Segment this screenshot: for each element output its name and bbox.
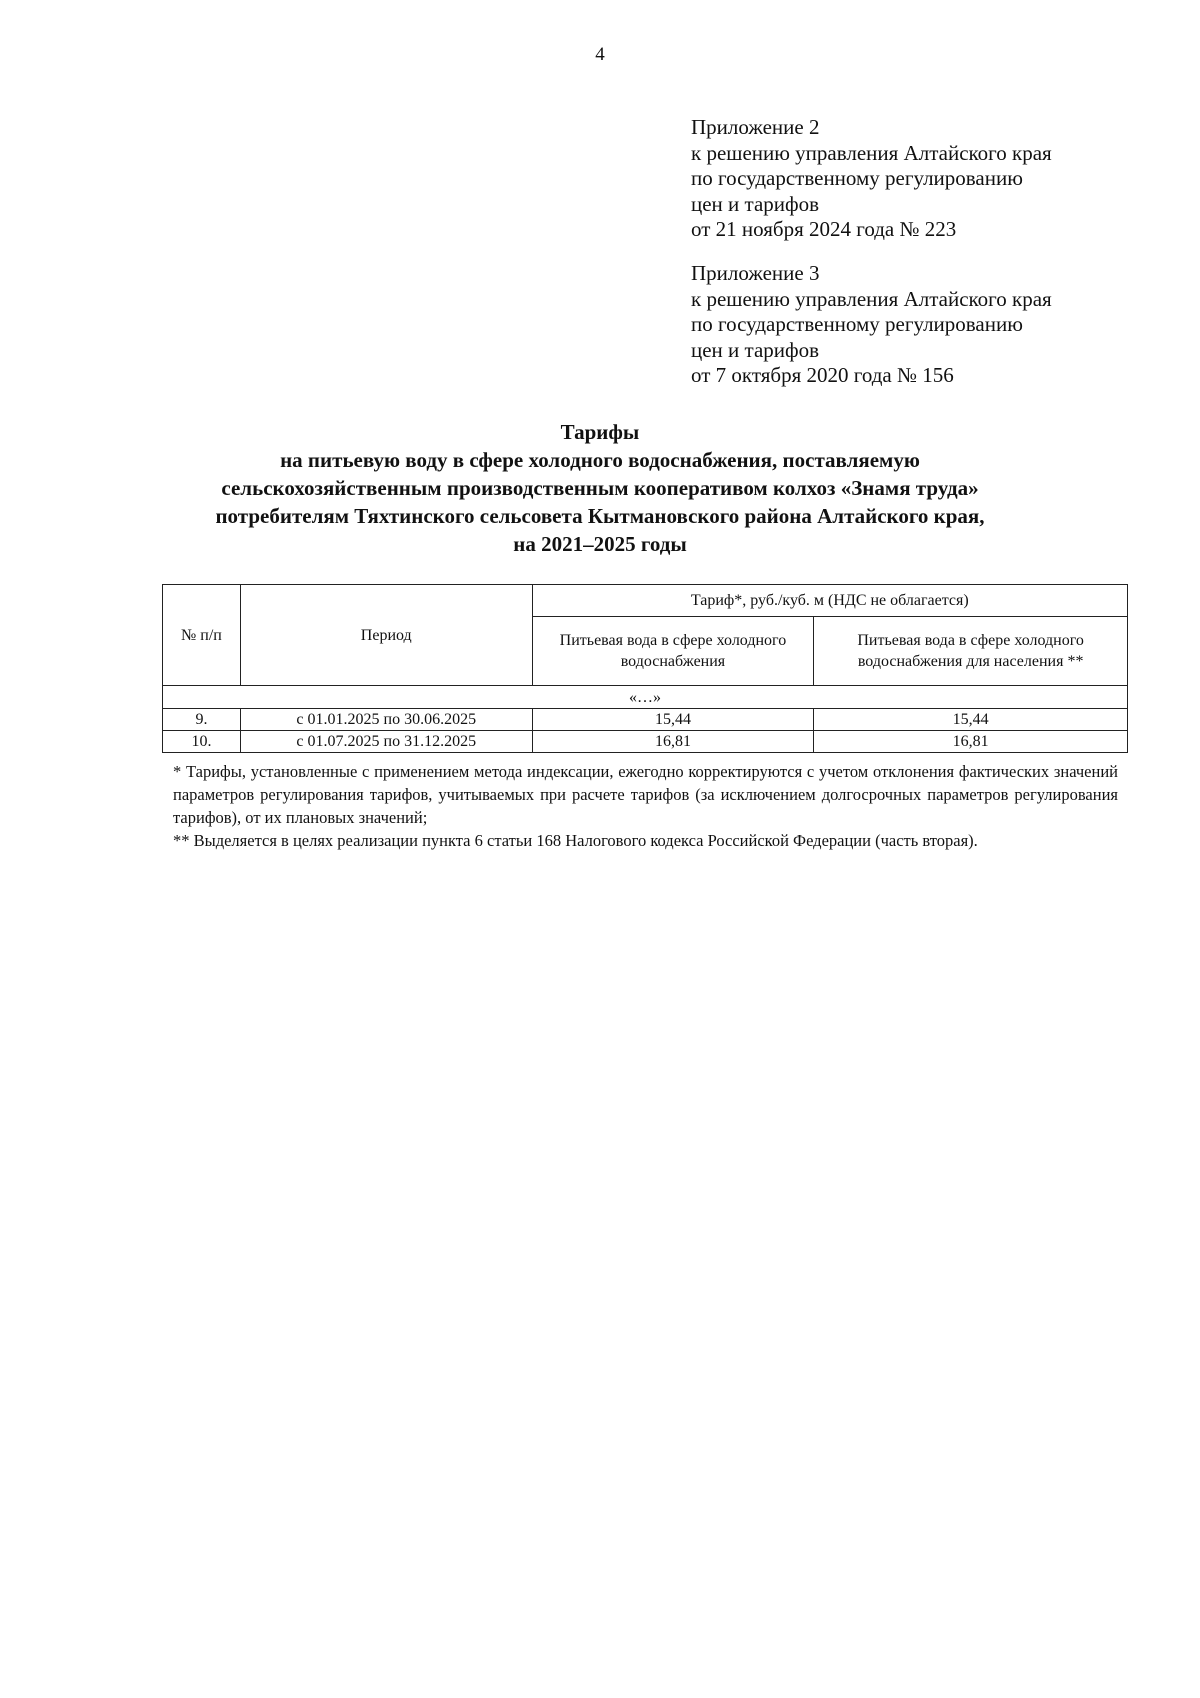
- header-period: Период: [240, 585, 532, 686]
- footnote-1: * Тарифы, установленные с применением метода индексации, ежегодно корректируются с учетом отклонения фактических значений параметров регулирования тарифов, учитываемых при расчете тарифов (за исключением долгосрочных параметров регулирования тарифов), от их плановых значений;: [173, 762, 1118, 827]
- footnote-2: ** Выделяется в целях реализации пункта 6 статьи 168 Налогового кодекса Российской Федерации (часть вторая).: [173, 831, 978, 850]
- table-row-ellipsis: [163, 686, 1128, 709]
- cell-tariff-a: 16,81: [532, 731, 814, 753]
- header-col-a: Питьевая вода в сфере холодного водоснабжения: [532, 617, 814, 686]
- title-line: Тарифы: [560, 420, 640, 444]
- appendix-2-block: [691, 115, 1171, 243]
- cell-tariff-b: 16,81: [814, 731, 1128, 753]
- appendix-line: цен и тарифов: [691, 191, 820, 216]
- title-line: сельскохозяйственным производственным кооперативом колхоз «Знамя труда»: [221, 476, 979, 500]
- header-tariff-group: Тариф*, руб./куб. м (НДС не облагается): [532, 585, 1127, 617]
- ellipsis-cell: «…»: [163, 686, 1128, 709]
- title-line: потребителям Тяхтинского сельсовета Кытмановского района Алтайского края,: [215, 504, 985, 528]
- cell-period: с 01.07.2025 по 31.12.2025: [240, 731, 532, 753]
- cell-period: с 01.01.2025 по 30.06.2025: [240, 709, 532, 731]
- appendix-line: к решению управления Алтайского края: [691, 286, 1052, 311]
- appendix-line: Приложение 2: [691, 115, 820, 139]
- footnotes: [173, 760, 1118, 852]
- title-line: на 2021–2025 годы: [513, 532, 687, 556]
- appendix-line: к решению управления Алтайского края: [691, 140, 1052, 165]
- cell-num: 9.: [163, 709, 241, 731]
- cell-num: 10.: [163, 731, 241, 753]
- header-col-b: Питьевая вода в сфере холодного водоснабжения для населения **: [814, 617, 1128, 686]
- table-row: [163, 709, 1128, 731]
- cell-tariff-a: 15,44: [532, 709, 814, 731]
- cell-tariff-b: 15,44: [814, 709, 1128, 731]
- title-line: на питьевую воду в сфере холодного водоснабжения, поставляемую: [280, 448, 920, 472]
- tariff-table: [162, 584, 1128, 753]
- appendix-line: от 21 ноября 2024 года № 223: [691, 217, 957, 241]
- appendix-line: Приложение 3: [691, 261, 820, 285]
- appendix-line: по государственному регулированию: [691, 312, 1023, 336]
- appendix-line: цен и тарифов: [691, 337, 820, 362]
- appendix-line: по государственному регулированию: [691, 166, 1023, 190]
- appendix-3-block: [691, 261, 1171, 389]
- appendix-line: от 7 октября 2020 года № 156: [691, 363, 954, 387]
- document-title: [150, 418, 1050, 558]
- table-row: [163, 731, 1128, 753]
- table-header-row: [163, 585, 1128, 617]
- header-num: № п/п: [163, 585, 241, 686]
- page-number: 4: [595, 44, 605, 65]
